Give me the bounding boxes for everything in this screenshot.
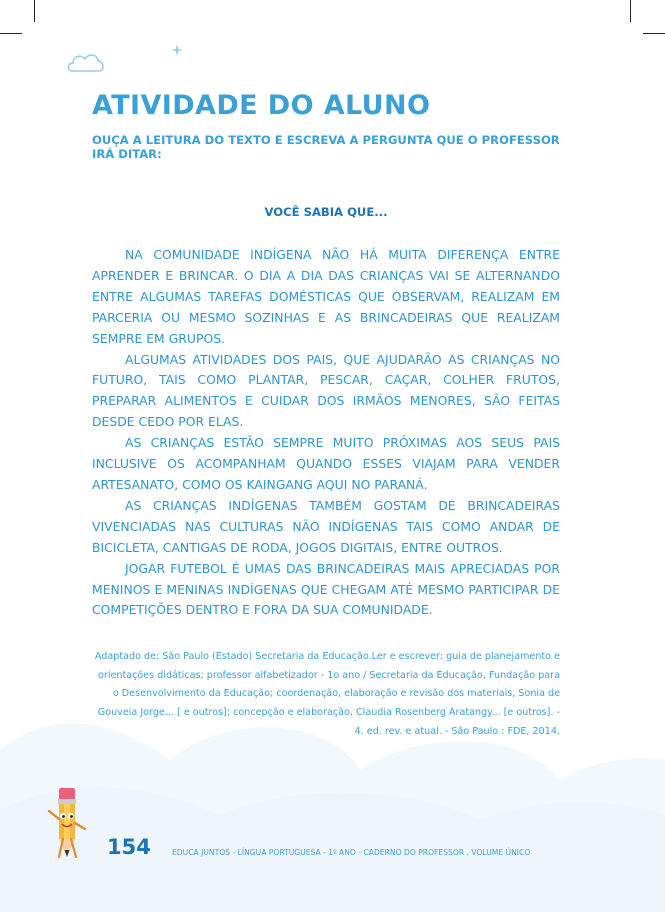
page-title: ATIVIDADE DO ALUNO — [92, 90, 431, 121]
section-subtitle: VOCÊ SABIA QUE... — [264, 205, 388, 219]
paragraph: NA COMUNIDADE INDÍGENA NÃO HÁ MUITA DIFERENÇA ENTRE APRENDER E BRINCAR. O DIA A DIA DAS CRIANÇAS VAI SE ALTERNANDO ENTRE ALGUMAS TAREFAS DOMÉSTICAS QUE OBSERVAM, REALIZAM EM PARCERIA OU MESMO SOZINHAS E AS BRINCADEIRAS QUE REALIZAM SEMPRE EM GRUPOS. — [92, 247, 560, 346]
paragraph: AS CRIANÇAS INDÍGENAS TAMBÉM GOSTAM DE BRINCADEIRAS VIVENCIADAS NAS CULTURAS NÃO INDÍGENAS TAIS COMO ANDAR DE BICICLETA, CANTIGAS DE RODA, JOGOS DIGITAIS, ENTRE OUTROS. — [92, 497, 560, 555]
pencil-mascot — [44, 787, 94, 863]
source-citation: Adaptado de: São Paulo (Estado) Secretaria da Educação.Ler e escrever: guia de planejamento e orientações didáticas; professor alfabetizador - 1o ano / Secretaria da Educação, Fundação para o Desenvolvimento da Educação; coordenação, elaboração e revisão dos materiais, Sonia de Gouveia Jorge... [ e outros]; concepção e elaboração, Claudia Rosenberg Aratangy... [e outros]. - 4. ed. rev. e atual. - São Paulo : FDE, 2014. — [94, 651, 560, 737]
footer-text: EDUCA JUNTOS - LÍNGUA PORTUGUESA - 1º ANO - CADERNO DO PROFESSOR . VOLUME ÚNICO — [172, 848, 531, 857]
paragraph: ALGUMAS ATIVIDADES DOS PAIS, QUE AJUDARÃO AS CRIANÇAS NO FUTURO, TAIS COMO PLANTAR, PESCAR, CAÇAR, COLHER FRUTOS, PREPARAR ALIMENTOS E CUIDAR DOS IRMÃOS MENORES, SÃO FEITAS DESDE CEDO POR ELAS. — [92, 351, 560, 430]
paragraph: JOGAR FUTEBOL É UMAS DAS BRINCADEIRAS MAIS APRECIADAS POR MENINOS E MENINAS INDÍGENAS QUE CHEGAM ATÉ MESMO PARTICIPAR DE COMPETIÇÕES DENTRO E FORA DA SUA COMUNIDADE. — [92, 560, 560, 618]
paragraph: AS CRIANÇAS ESTÃO SEMPRE MUITO PRÓXIMAS AOS SEUS PAIS INCLUSIVE OS ACOMPANHAM QUANDO ESSES VIAJAM PARA VENDER ARTESANATO, COMO OS KAINGANG AQUI NO PARANÁ. — [92, 435, 560, 492]
cloud-icon — [66, 50, 106, 74]
reading-text — [92, 245, 560, 621]
sparkle-icon — [171, 44, 183, 56]
instruction-text: OUÇA A LEITURA DO TEXTO E ESCREVA A PERGUNTA QUE O PROFESSOR IRÁ DITAR: — [92, 133, 560, 161]
page-number: 154 — [107, 835, 151, 859]
